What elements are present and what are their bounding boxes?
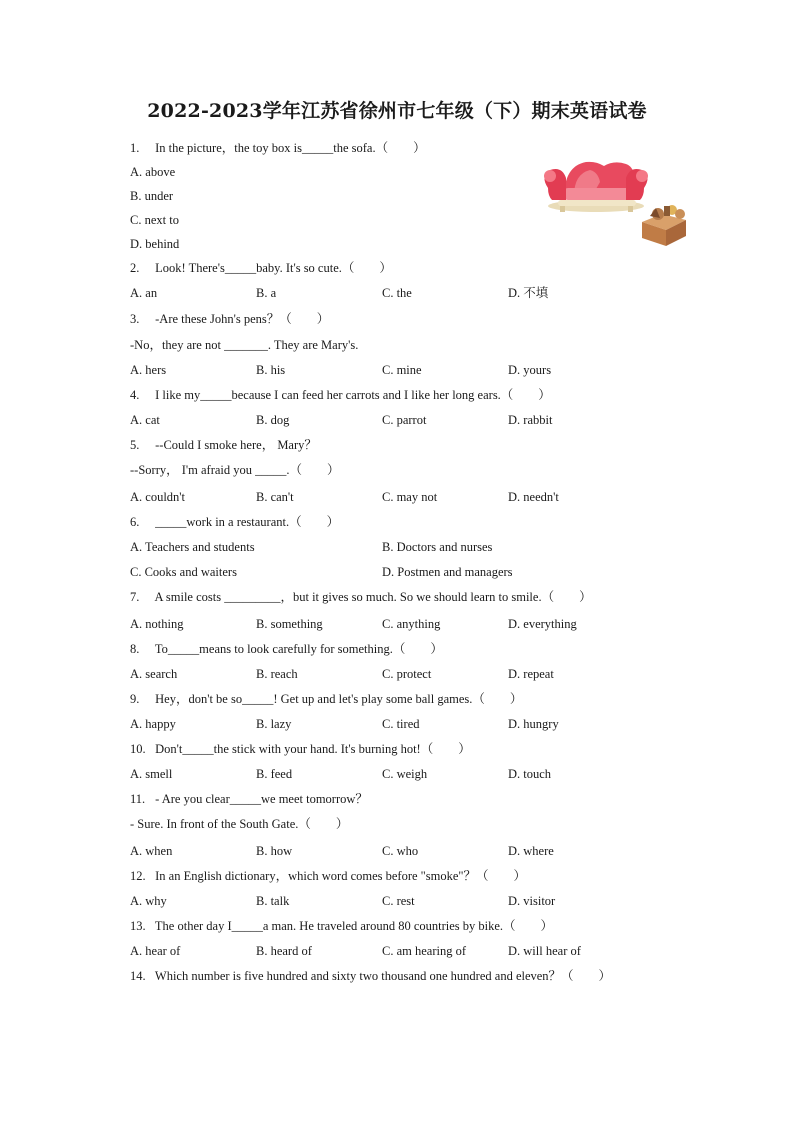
option: C. Cooks and waiters (130, 565, 237, 579)
question-5: 5. --Could I smoke here， Mary？ (130, 438, 317, 452)
page-title: 2022-2023学年江苏省徐州市七年级（下）期末英语试卷 (147, 100, 647, 122)
option: D. repeat (508, 667, 554, 681)
question-3: 3. -Are these John's pens？（ ） (130, 312, 330, 326)
option: C. the (382, 286, 412, 300)
option: C. protect (382, 667, 432, 681)
question-1: 1. In the picture，the toy box is_____the sofa.（ ） (130, 141, 426, 155)
question-2: 2. Look! There's_____baby. It's so cute.（ ） (130, 261, 392, 275)
option: B. lazy (256, 717, 292, 731)
option: A. why (130, 894, 167, 908)
options-row (130, 280, 690, 306)
option: D. hungry (508, 717, 559, 731)
option: D. behind (130, 237, 180, 251)
option: B. something (256, 617, 323, 631)
option: C. tired (382, 717, 420, 731)
option: C. parrot (382, 413, 427, 427)
option: C. may not (382, 490, 438, 504)
option: A. cat (130, 413, 160, 427)
option: D. visitor (508, 894, 556, 908)
option: B. reach (256, 667, 298, 681)
option: A. smell (130, 767, 173, 781)
option: B. Doctors and nurses (382, 540, 493, 554)
option: B. can't (256, 490, 294, 504)
option: C. next to (130, 213, 179, 227)
option: D. touch (508, 767, 552, 781)
options-row (130, 357, 690, 383)
option: C. rest (382, 894, 415, 908)
options-row (130, 761, 690, 787)
question-7: 7. A smile costs _________，but it gives so much. So we should learn to smile.（ ） (130, 590, 592, 604)
question-12: 12. In an English dictionary，which word comes before "smoke"？（ ） (130, 869, 527, 883)
question-13: 13. The other day I_____a man. He traveled around 80 countries by bike.（ ） (130, 919, 554, 933)
option: C. am hearing of (382, 944, 467, 958)
options-row (130, 838, 690, 864)
option: A. Teachers and students (130, 540, 255, 554)
options-row (130, 888, 690, 914)
option: A. above (130, 165, 176, 179)
option: A. search (130, 667, 178, 681)
option: A. nothing (130, 617, 184, 631)
option: D. where (508, 844, 554, 858)
question-4: 4. I like my_____because I can feed her carrots and I like her long ears.（ ） (130, 388, 551, 402)
options-row (130, 661, 690, 687)
option: A. hear of (130, 944, 181, 958)
question-3-line2: -No，they are not _______. They are Mary's. (130, 338, 359, 352)
options-row (130, 938, 690, 964)
option: B. heard of (256, 944, 312, 958)
options-row (130, 560, 690, 584)
option: A. happy (130, 717, 176, 731)
options-row (130, 611, 690, 637)
option: B. under (130, 189, 174, 203)
option: B. talk (256, 894, 290, 908)
option: D. needn't (508, 490, 559, 504)
options-row (130, 407, 690, 433)
option: D. rabbit (508, 413, 553, 427)
option: D. 不填 (508, 286, 549, 300)
option: D. everything (508, 617, 577, 631)
option: A. when (130, 844, 173, 858)
question-14: 14. Which number is five hundred and sixty two thousand one hundred and eleven？（ ） (130, 969, 612, 983)
options-row (130, 534, 690, 560)
option: B. a (256, 286, 277, 300)
option: B. how (256, 844, 293, 858)
question-11-line2: - Sure. In front of the South Gate.（ ） (130, 817, 349, 831)
question-11: 11. - Are you clear_____we meet tomorrow？ (130, 792, 368, 806)
option: D. will hear of (508, 944, 581, 958)
question-9: 9. Hey，don't be so_____! Get up and let's play some ball games.（ ） (130, 692, 523, 706)
question-6: 6. _____work in a restaurant.（ ） (130, 515, 340, 529)
question-8: 8. To_____means to look carefully for something.（ ） (130, 642, 443, 656)
option: B. his (256, 363, 286, 377)
question-5-line2: --Sorry， I'm afraid you _____.（ ） (130, 463, 340, 477)
question-list (130, 136, 690, 988)
option: D. Postmen and managers (382, 565, 513, 579)
options-row (130, 484, 690, 510)
option: C. mine (382, 363, 422, 377)
option: B. feed (256, 767, 293, 781)
option: C. weigh (382, 767, 428, 781)
option: D. yours (508, 363, 552, 377)
option: A. an (130, 286, 158, 300)
options-row (130, 711, 690, 737)
option: C. who (382, 844, 419, 858)
question-10: 10. Don't_____the stick with your hand. It's burning hot!（ ） (130, 742, 471, 756)
option: A. hers (130, 363, 167, 377)
option: A. couldn't (130, 490, 186, 504)
option: B. dog (256, 413, 290, 427)
option: C. anything (382, 617, 441, 631)
